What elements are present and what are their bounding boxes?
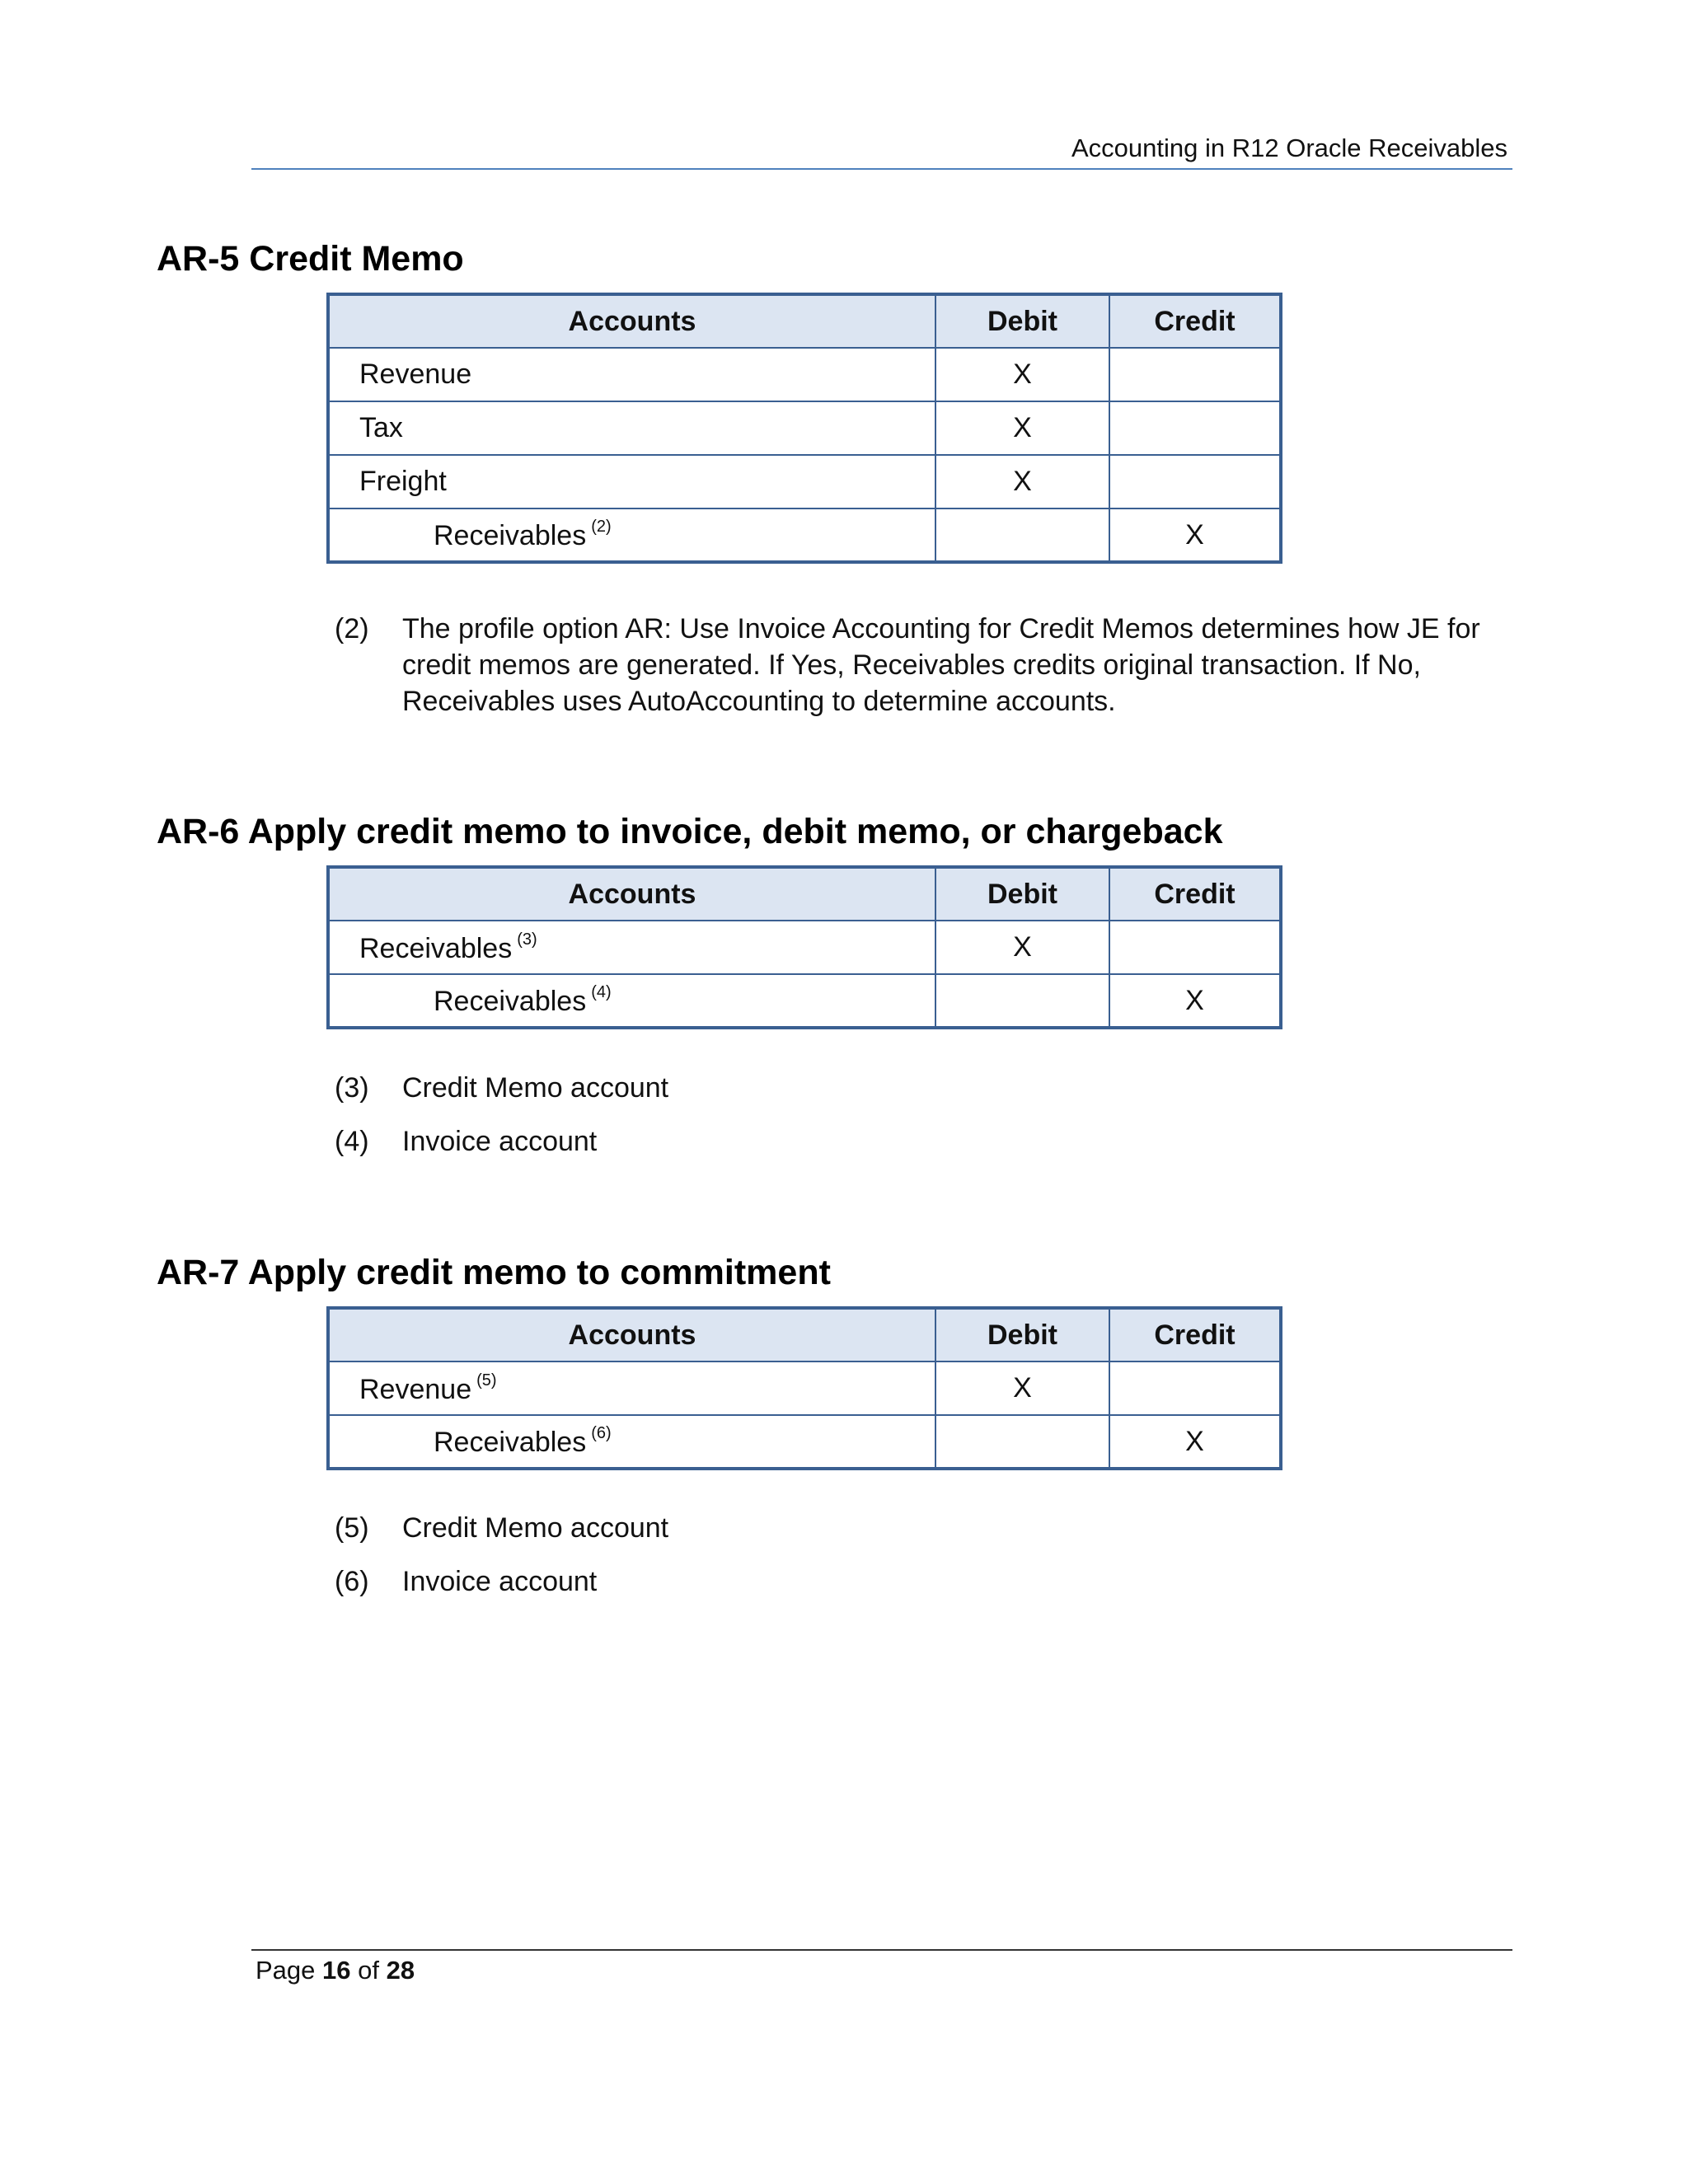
footnote-6	[335, 1563, 1489, 1600]
table-header-row	[328, 1308, 1281, 1361]
footnote-text: Credit Memo account	[402, 1072, 669, 1104]
footnote-text: Invoice account	[402, 1126, 598, 1157]
debit-cell: X	[935, 401, 1109, 455]
account-name: Tax	[359, 412, 403, 443]
debit-cell: X	[935, 1361, 1109, 1415]
table-row	[328, 348, 1281, 401]
account-name: Receivables	[359, 932, 513, 964]
footnote-ref: (5)	[476, 1371, 497, 1390]
debit-cell	[935, 974, 1109, 1028]
debit-header: Debit	[935, 1308, 1109, 1361]
page-label: Page	[256, 1956, 316, 1985]
account-cell	[328, 921, 935, 974]
table-row	[328, 455, 1281, 509]
footnote-text: The profile option AR: Use Invoice Accounting for Credit Memos determines how JE for credit memos are generated. If Yes, Receivables credits original transaction. If No, Receivables uses AutoAccounting to determine accounts.	[402, 613, 1480, 717]
credit-cell	[1109, 921, 1281, 974]
debit-cell	[935, 1415, 1109, 1469]
page-header	[251, 130, 1512, 170]
account-name: Revenue	[359, 1373, 472, 1405]
credit-header: Credit	[1109, 867, 1281, 921]
footnote-number: (5)	[335, 1512, 369, 1544]
page-footer	[251, 1949, 1512, 1985]
table-row	[328, 974, 1281, 1028]
debit-cell	[935, 509, 1109, 562]
account-cell	[328, 455, 935, 509]
ar6-table	[326, 865, 1282, 1029]
page-number: 16	[322, 1956, 351, 1985]
footnote-number: (6)	[335, 1566, 369, 1597]
footnote-ref: (4)	[591, 983, 612, 1001]
accounts-header: Accounts	[328, 867, 935, 921]
footnote-3	[335, 1070, 1489, 1106]
account-cell	[328, 401, 935, 455]
footnote-2	[335, 611, 1489, 719]
account-cell	[328, 1415, 935, 1469]
account-name: Freight	[359, 466, 447, 497]
table-row	[328, 1415, 1281, 1469]
footnote-number: (3)	[335, 1072, 369, 1104]
section-title-ar5: AR-5 Credit Memo	[157, 239, 464, 279]
page-total: 28	[386, 1956, 415, 1985]
account-name: Receivables	[434, 520, 587, 551]
credit-cell	[1109, 455, 1281, 509]
account-name: Receivables	[434, 986, 587, 1017]
account-cell	[328, 348, 935, 401]
footnote-5	[335, 1510, 1489, 1546]
table-header-row	[328, 867, 1281, 921]
footnote-number: (4)	[335, 1126, 369, 1157]
footnote-4	[335, 1123, 1489, 1160]
accounts-header: Accounts	[328, 1308, 935, 1361]
credit-cell: X	[1109, 509, 1281, 562]
credit-cell	[1109, 348, 1281, 401]
footnote-text: Invoice account	[402, 1566, 598, 1597]
debit-cell: X	[935, 348, 1109, 401]
debit-header: Debit	[935, 294, 1109, 348]
debit-header: Debit	[935, 867, 1109, 921]
section-title-ar7: AR-7 Apply credit memo to commitment	[157, 1253, 831, 1292]
footnote-ref: (6)	[591, 1424, 612, 1442]
footnote-ref: (3)	[517, 930, 537, 949]
account-name: Revenue	[359, 359, 472, 390]
credit-header: Credit	[1109, 294, 1281, 348]
credit-header: Credit	[1109, 1308, 1281, 1361]
header-title: Accounting in R12 Oracle Receivables	[1071, 134, 1507, 162]
ar7-table	[326, 1306, 1282, 1470]
footnote-text: Credit Memo account	[402, 1512, 669, 1544]
account-name: Receivables	[434, 1427, 587, 1458]
table-row	[328, 1361, 1281, 1415]
section-title-ar6: AR-6 Apply credit memo to invoice, debit memo, or chargeback	[157, 812, 1223, 851]
table-row	[328, 401, 1281, 455]
credit-cell	[1109, 401, 1281, 455]
page-indicator	[256, 1956, 415, 1985]
credit-cell: X	[1109, 974, 1281, 1028]
table-header-row	[328, 294, 1281, 348]
of-label: of	[358, 1956, 379, 1985]
debit-cell: X	[935, 921, 1109, 974]
accounts-header: Accounts	[328, 294, 935, 348]
credit-cell: X	[1109, 1415, 1281, 1469]
account-cell	[328, 1361, 935, 1415]
account-cell	[328, 509, 935, 562]
table-row	[328, 921, 1281, 974]
table-row	[328, 509, 1281, 562]
footnote-number: (2)	[335, 613, 369, 644]
footnote-ref: (2)	[591, 518, 612, 536]
credit-cell	[1109, 1361, 1281, 1415]
account-cell	[328, 974, 935, 1028]
debit-cell: X	[935, 455, 1109, 509]
ar5-table	[326, 293, 1282, 564]
